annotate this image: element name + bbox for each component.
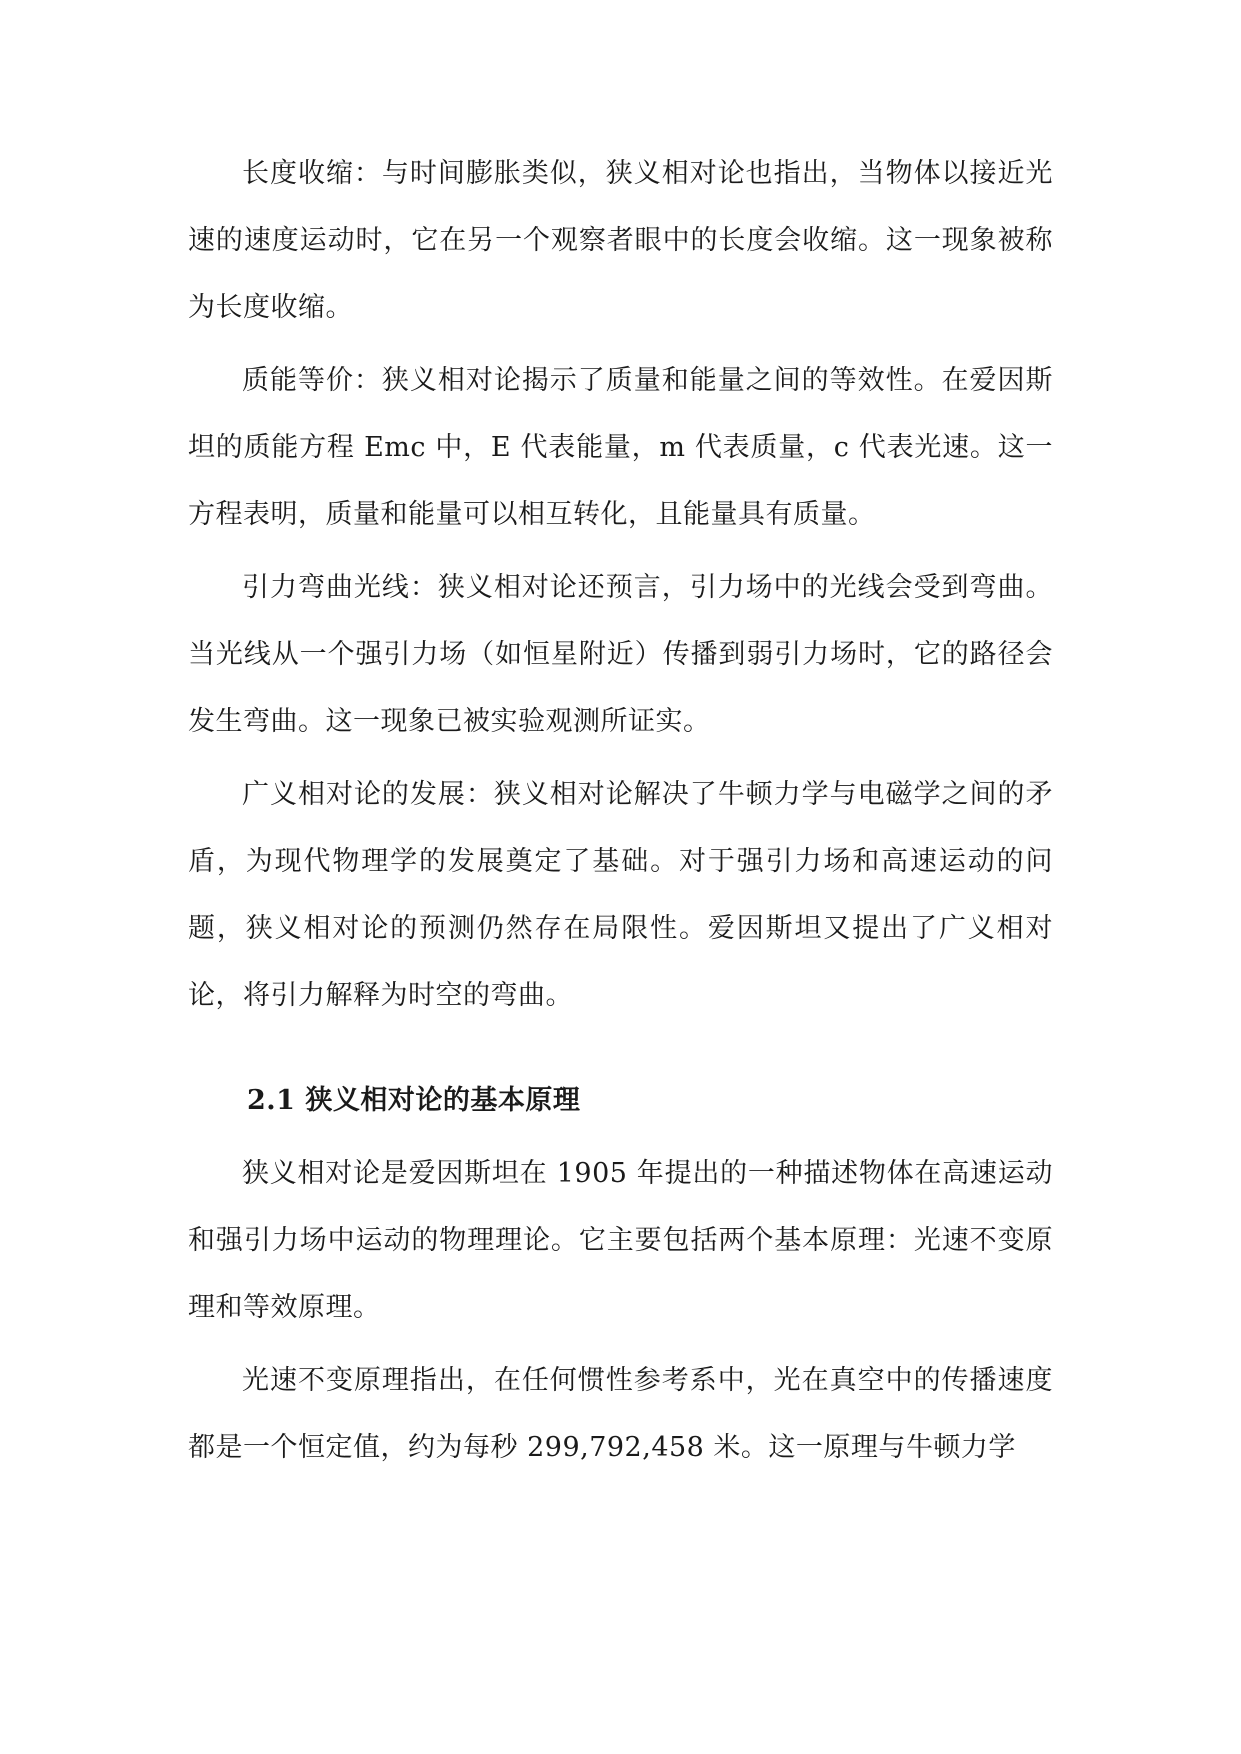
paragraph-length-contraction: 长度收缩：与时间膨胀类似，狭义相对论也指出，当物体以接近光速的速度运动时，它在另一个观察者眼中的长度会收缩。这一现象被称为长度收缩。 (188, 158, 1053, 323)
document-body (188, 140, 1053, 1487)
section-heading: 2.1 狭义相对论的基本原理 (247, 1085, 581, 1116)
paragraph-gravitational-light-bending: 引力弯曲光线：狭义相对论还预言，引力场中的光线会受到弯曲。当光线从一个强引力场（如恒星附近）传播到弱引力场时，它的路径会发生弯曲。这一现象已被实验观测所证实。 (188, 572, 1053, 737)
paragraph-special-relativity-intro: 狭义相对论是爱因斯坦在 1905 年提出的一种描述物体在高速运动和强引力场中运动的物理理论。它主要包括两个基本原理：光速不变原理和等效原理。 (188, 1158, 1053, 1323)
paragraph-constant-light-speed: 光速不变原理指出，在任何惯性参考系中，光在真空中的传播速度都是一个恒定值，约为每秒 299,792,458 米。这一原理与牛顿力学 (188, 1365, 1053, 1463)
paragraph-general-relativity-development: 广义相对论的发展：狭义相对论解决了牛顿力学与电磁学之间的矛盾，为现代物理学的发展奠定了基础。对于强引力场和高速运动的问题，狭义相对论的预测仍然存在局限性。爱因斯坦又提出了广义相对论，将引力解释为时空的弯曲。 (188, 779, 1053, 1011)
paragraph-mass-energy-equivalence: 质能等价：狭义相对论揭示了质量和能量之间的等效性。在爱因斯坦的质能方程 Emc 中，E 代表能量，m 代表质量，c 代表光速。这一方程表明，质量和能量可以相互转化，且能量具有质量。 (188, 365, 1053, 530)
